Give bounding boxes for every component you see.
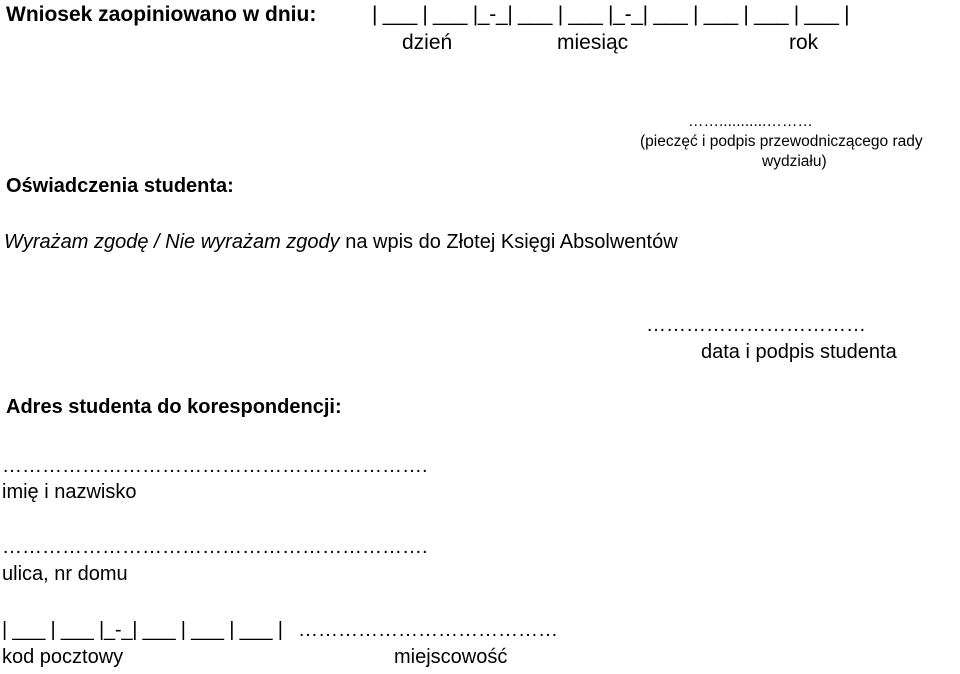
consent-subject: na wpis do Złotej Księgi Absolwentów xyxy=(339,231,678,253)
date-year-label: rok xyxy=(789,31,819,54)
council-signature-caption: (pieczęć i podpis przewodniczącego rady xyxy=(640,133,923,150)
student-signature-caption: data i podpis studenta xyxy=(701,341,897,363)
student-signature-line: …………………………… xyxy=(646,314,866,336)
opinion-date-label: Wniosek zaopiniowano w dniu: xyxy=(6,3,317,26)
opinion-date-field[interactable]: | ___ | ___ |_-_| ___ | ___ |_-_| ___ | ___ | ___ | ___ | xyxy=(372,3,850,26)
street-field-label: ulica, nr domu xyxy=(2,563,128,585)
street-field-line[interactable]: ………………………………………………………. xyxy=(2,536,428,558)
council-signature-caption-cont: wydziału) xyxy=(762,153,827,170)
city-label: miejscowość xyxy=(394,646,508,668)
postal-code-label: kod pocztowy xyxy=(2,646,124,668)
declarations-heading: Oświadczenia studenta: xyxy=(6,175,234,197)
name-field-line[interactable]: ………………………………………………………. xyxy=(2,455,428,477)
postal-code-field[interactable]: | ___ | ___ |_-_| ___ | ___ | ___ | xyxy=(2,619,283,641)
consent-options[interactable]: Wyrażam zgodę / Nie wyrażam zgody xyxy=(4,231,340,253)
name-field-label: imię i nazwisko xyxy=(2,481,137,503)
council-signature-line: ……...........……… xyxy=(688,113,813,130)
address-heading: Adres studenta do korespondencji: xyxy=(6,396,342,418)
date-month-label: miesiąc xyxy=(557,31,629,54)
consent-statement xyxy=(4,232,678,252)
city-field-line[interactable]: ………………………………… xyxy=(298,619,558,641)
date-day-label: dzień xyxy=(402,31,453,54)
